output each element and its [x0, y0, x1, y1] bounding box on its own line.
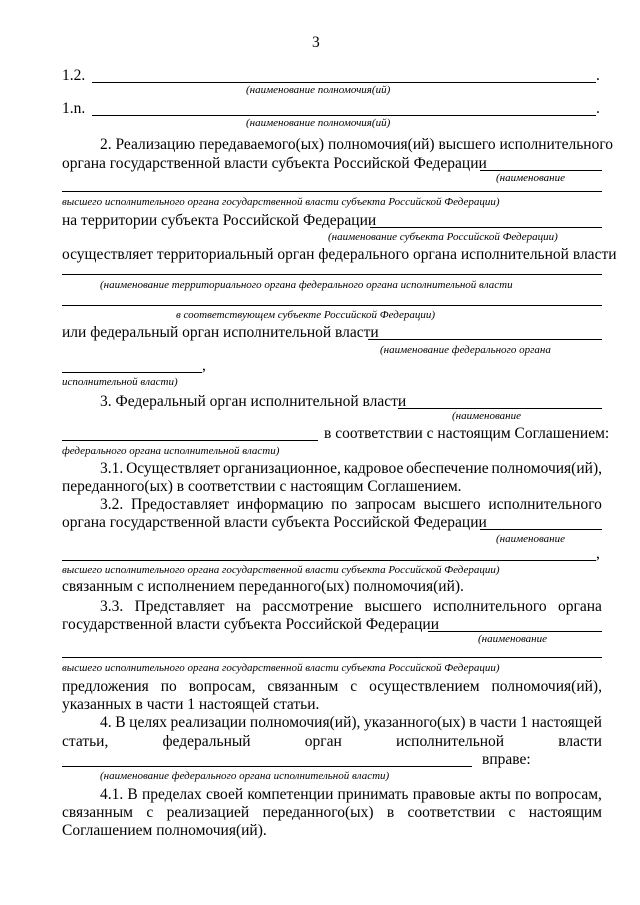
item-1-2-blank[interactable] [92, 82, 596, 83]
justified-word: пределах [141, 786, 202, 803]
p2-line3: на территории субъекта Российской Федерации [62, 212, 377, 229]
justified-word: кадровое [343, 460, 404, 477]
p3-2-line4: связанным с исполнением переданного(ых) полномочия(ий). [62, 578, 464, 595]
p3-2-caption-b: высшего исполнительного органа государственной власти субъекта Российской Федерации) [62, 564, 500, 576]
p2-line1: 2. Реализацию передаваемого(ых) полномочия(ий) высшего исполнительного [100, 136, 614, 153]
justified-word: 4.1. [100, 786, 124, 803]
justified-word: осуществлением [369, 678, 480, 695]
p3-3-caption-b: высшего исполнительного органа государственной власти субъекта Российской Федерации) [62, 662, 500, 674]
justified-word: федеральный [162, 733, 251, 750]
page-number: 3 [312, 34, 320, 51]
justified-word: связанным [62, 804, 133, 821]
justified-word: обеспечение [406, 460, 489, 477]
p3-3-line2: государственной власти субъекта Российской Федерации [62, 616, 440, 633]
justified-word: компетенции [247, 786, 334, 803]
item-1-n-caption: (наименование полномочия(ий) [246, 117, 391, 129]
justified-word: Предоставляет [131, 496, 229, 513]
justified-word: организационное, [222, 460, 341, 477]
p2-caption-g: исполнительной власти) [62, 376, 178, 388]
p3-3-line1 [100, 598, 602, 616]
justified-word: части [480, 714, 517, 731]
justified-word: рассмотрение [262, 598, 354, 615]
p3-2-blank-b[interactable] [62, 560, 596, 561]
p2-caption-f: (наименование федерального органа [380, 344, 551, 356]
item-1-2-label: 1.2. [62, 67, 86, 84]
justified-word: своей [205, 786, 244, 803]
justified-word: высшего [423, 496, 481, 513]
p2-blank-f[interactable] [368, 339, 602, 340]
justified-word: предложения [62, 678, 149, 695]
p4-line2 [62, 733, 602, 751]
justified-word: по [331, 496, 348, 513]
p2-blank-g[interactable] [62, 372, 202, 373]
p3-line1: 3. Федеральный орган исполнительной власти [100, 393, 407, 410]
p3-2-line3-end: , [596, 545, 600, 562]
justified-word: 3.2. [100, 496, 124, 513]
p3-2-line1 [100, 496, 602, 514]
justified-word: Представляет [134, 598, 225, 615]
justified-word: статьи, [62, 733, 109, 750]
justified-word: связанным [267, 678, 339, 695]
p2-blank-b[interactable] [62, 191, 602, 192]
justified-word: принимать [337, 786, 409, 803]
item-1-n-blank[interactable] [92, 115, 596, 116]
p2-caption-d: (наименование территориального органа федерального органа исполнительной власти [100, 279, 513, 291]
justified-word: соответствии [407, 804, 496, 821]
p2-caption-e: в соответствующем субъекте Российской Федерации) [176, 309, 435, 321]
p4-caption-a: (наименование федерального органа исполнительной власти) [100, 770, 390, 782]
justified-word: В [115, 714, 126, 731]
p3-line2: в соответствии с настоящим Соглашением: [324, 425, 610, 442]
justified-word: 3.3. [100, 598, 124, 615]
p3-2-line2: органа государственной власти субъекта Российской Федерации [62, 514, 487, 531]
justified-word: орган [304, 733, 342, 750]
p2-blank-a[interactable] [480, 170, 602, 171]
justified-word: вопросам, [188, 678, 256, 695]
item-1-n-label: 1.n. [62, 100, 86, 117]
justified-word: высшего [364, 598, 422, 615]
justified-word: переданного(ых) [262, 804, 374, 821]
p2-line6-end: , [202, 357, 206, 374]
justified-word: в [386, 804, 395, 821]
p3-blank-b[interactable] [62, 440, 318, 441]
justified-word: реализацией [166, 804, 250, 821]
p4-line1 [100, 714, 602, 732]
justified-word: с [508, 804, 516, 821]
p2-caption-c: (наименование субъекта Российской Федерации) [328, 231, 558, 243]
justified-word: реализации [170, 714, 247, 731]
justified-word: 1 [520, 714, 528, 731]
justified-word: запросам [354, 496, 416, 513]
p3-1-line1 [100, 460, 602, 478]
p2-line2: органа государственной власти субъекта Российской Федерации [62, 155, 487, 172]
justified-word: Осуществляет [126, 460, 221, 477]
justified-word: информацию [236, 496, 324, 513]
p4-blank-a[interactable] [62, 766, 472, 767]
p3-2-blank-a[interactable] [480, 529, 602, 530]
justified-word: настоящим [528, 804, 602, 821]
p3-caption-b: федерального органа исполнительной власти) [62, 445, 280, 457]
justified-word: исполнительного [488, 496, 602, 513]
justified-word: В [127, 786, 138, 803]
p3-1-line2: переданного(ых) в соответствии с настоящим Соглашением. [62, 478, 462, 495]
justified-word: указанного(ых) [364, 714, 466, 731]
item-1-2-caption: (наименование полномочия(ий) [246, 84, 391, 96]
justified-word: полномочия(ий), [491, 460, 602, 477]
p2-line4: осуществляет территориальный орган федерального органа исполнительной власти [62, 246, 617, 263]
p2-caption-b: высшего исполнительного органа государственной власти субъекта Российской Федерации) [62, 196, 500, 208]
justified-word: 3.1. [100, 460, 124, 477]
p2-line5: или федеральный орган исполнительной власти [62, 324, 379, 341]
justified-word: исполнительного [433, 598, 547, 615]
p3-3-blank-b[interactable] [62, 657, 602, 658]
p3-2-caption-a: (наименование [496, 533, 566, 545]
p3-3-caption-a: (наименование [478, 633, 548, 645]
justified-word: акты [479, 786, 511, 803]
justified-word: исполнительной [395, 733, 505, 750]
justified-word: власти [558, 733, 602, 750]
p4-1-line1 [100, 786, 602, 804]
justified-word: правовые [412, 786, 476, 803]
justified-word: полномочия(ий), [491, 678, 602, 695]
justified-word: в [469, 714, 477, 731]
p4-line3: вправе: [482, 751, 531, 768]
p2-blank-e[interactable] [62, 305, 602, 306]
justified-word: целях [129, 714, 167, 731]
p4-1-line3: Соглашением полномочия(ий). [62, 822, 267, 839]
justified-word: 4. [100, 714, 112, 731]
justified-word: по [160, 678, 177, 695]
justified-word: с [350, 678, 358, 695]
justified-word: полномочия(ий), [249, 714, 361, 731]
p3-3-line3 [62, 678, 602, 696]
p3-3-line4: указанных в части 1 настоящей статьи. [62, 696, 320, 713]
p2-caption-a: (наименование [496, 172, 566, 184]
justified-word: по [514, 786, 531, 803]
p2-blank-d[interactable] [62, 274, 602, 275]
p3-3-blank-a[interactable] [428, 631, 602, 632]
justified-word: на [235, 598, 252, 615]
p2-blank-c[interactable] [370, 227, 602, 228]
justified-word: органа [558, 598, 602, 615]
item-1-2-end: . [596, 67, 600, 84]
justified-word: с [146, 804, 154, 821]
p3-blank-a[interactable] [398, 408, 602, 409]
justified-word: вопросам, [535, 786, 602, 803]
p3-caption-a: (наименование [452, 410, 522, 422]
p4-1-line2 [62, 804, 602, 822]
justified-word: настоящей [531, 714, 602, 731]
item-1-n-end: . [596, 100, 600, 117]
